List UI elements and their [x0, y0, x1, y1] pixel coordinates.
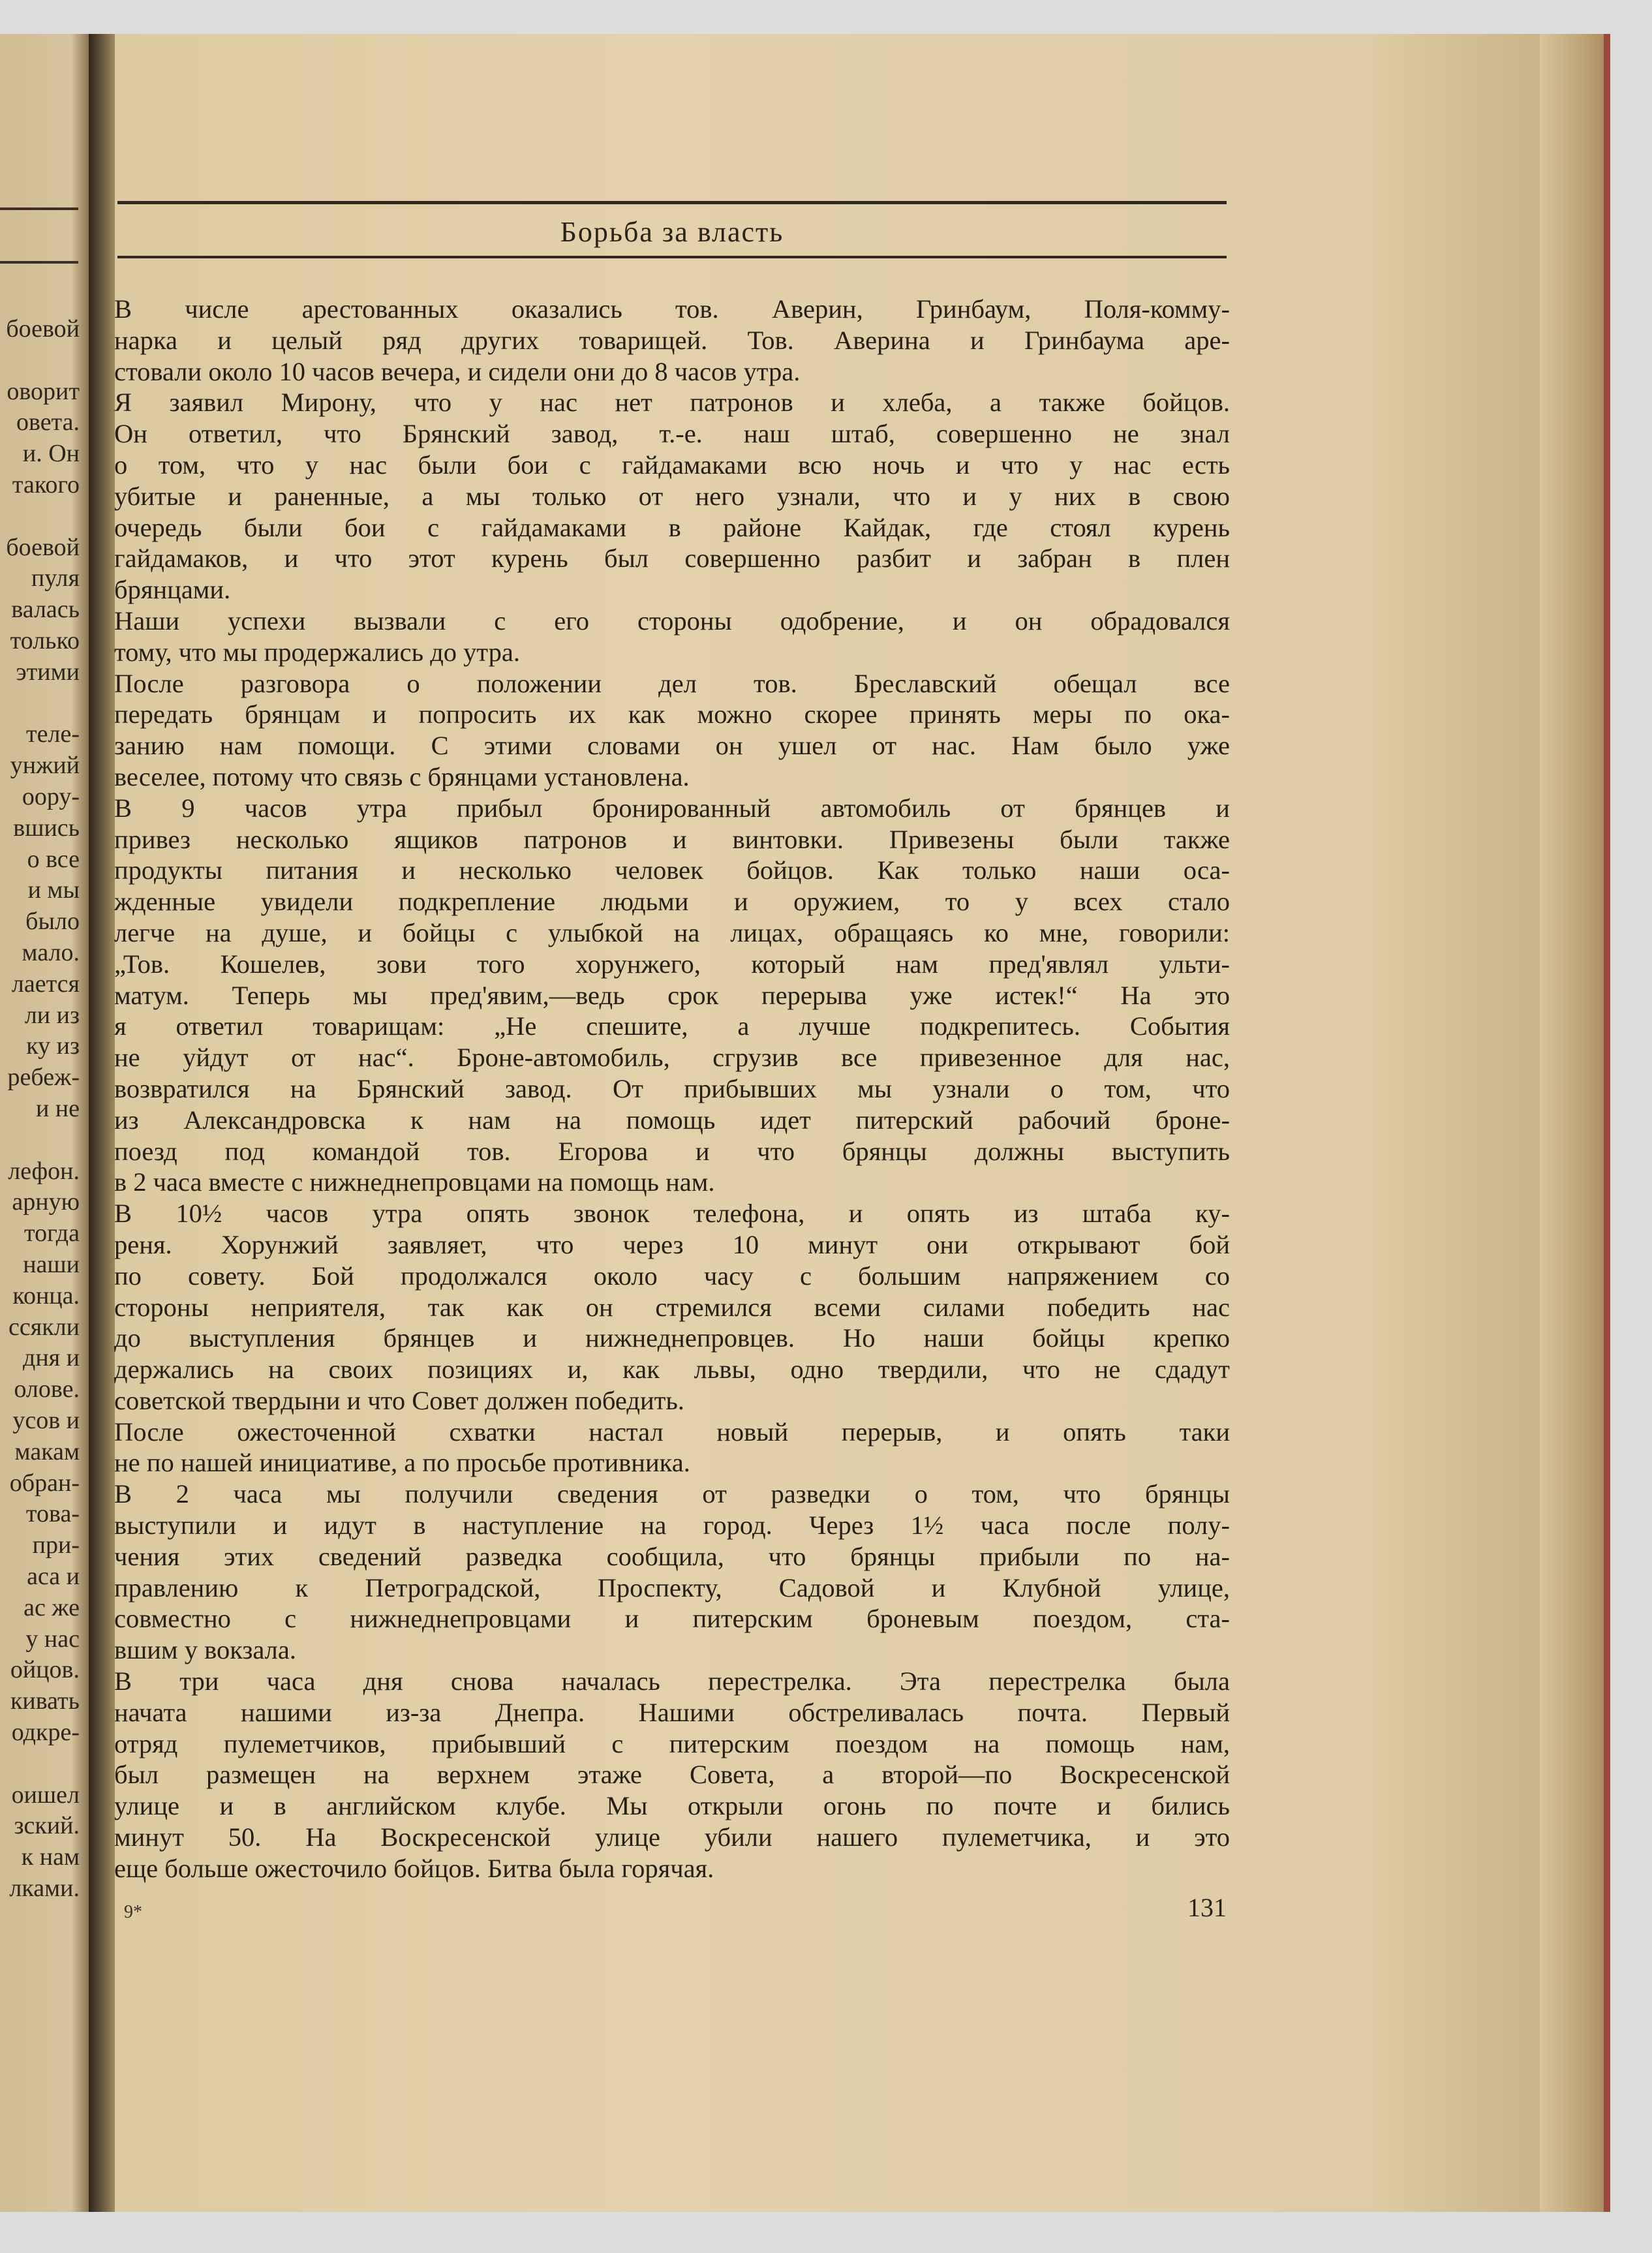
text-line: В числе арестованных оказались тов. Аверин, Гринбаум, Поля-комму-: [114, 294, 1230, 324]
left-page-fragment: ссякли: [8, 1313, 80, 1341]
left-page-fragment: лефон.: [8, 1157, 80, 1185]
book-cover-edge: [1604, 34, 1610, 2212]
left-page-fragment: у нас: [25, 1625, 80, 1653]
left-page-rule-top: [0, 207, 78, 210]
text-line: Наши успехи вызвали с его стороны одобрение, и он обрадовался: [114, 605, 1230, 636]
text-line: реня. Хорунжий заявляет, что через 10 минут они открывают бой: [114, 1229, 1230, 1259]
text-line: о том, что у нас были бои с гайдамаками всю ночь и что у нас есть: [114, 450, 1230, 480]
text-line: начата нашими из-за Днепра. Нашими обстреливалась почта. Первый: [114, 1697, 1230, 1727]
left-page-fragment: обран-: [9, 1469, 80, 1497]
left-page-fragment: боевой: [6, 315, 80, 343]
book-gutter: [89, 34, 115, 2212]
text-line: еще больше ожесточило бойцов. Битва была горячая.: [114, 1853, 714, 1883]
left-page-fragment: олове.: [14, 1375, 80, 1403]
text-line: до выступления брянцев и нижнеднепровцев. Но наши бойцы крепко: [114, 1323, 1230, 1353]
text-line: В 9 часов утра прибыл бронированный автомобиль от брянцев и: [114, 793, 1230, 823]
text-line: я ответил товарищам: „Не спешите, а лучше подкрепитесь. События: [114, 1011, 1230, 1041]
left-page-fragment: овета.: [16, 408, 80, 437]
text-line: Он ответил, что Брянский завод, т.-е. наш штаб, совершенно не знал: [114, 419, 1230, 449]
text-line: выступили и идут в наступление на город. Через 1½ часа после полу-: [114, 1510, 1230, 1540]
left-page-fragment: тогда: [24, 1219, 80, 1248]
left-page-fragment: аса и: [27, 1563, 80, 1590]
left-page-fragment: о все: [27, 845, 80, 873]
text-line: В 2 часа мы получили сведения от разведки о том, что брянцы: [114, 1479, 1230, 1509]
text-line: В три часа дня снова началась перестрелка. Эта перестрелка была: [114, 1666, 1230, 1696]
text-line: поезд под командой тов. Егорова и что брянцы должны выступить: [114, 1136, 1230, 1166]
text-line: совместно с нижнеднепровцами и питерским броневым поездом, ста-: [114, 1604, 1230, 1634]
text-line: В 10½ часов утра опять звонок телефона, и опять из штаба ку-: [114, 1199, 1230, 1229]
text-line: стовали около 10 часов вечера, и сидели они до 8 часов утра.: [114, 356, 801, 386]
left-page-fragment: и. Он: [22, 440, 80, 468]
left-page-fragment: к нам: [21, 1843, 80, 1871]
page-number: 131: [1187, 1893, 1227, 1922]
left-page-fragment: наши: [23, 1251, 80, 1278]
running-head: Борьба за власть: [560, 216, 784, 248]
left-page-fragment: макам: [14, 1437, 80, 1465]
left-page-fragment: унжий: [10, 752, 80, 780]
text-line: гайдамаков, и что этот курень был совершенно разбит и забран в плен: [114, 544, 1230, 574]
left-page-fragment: ребеж-: [7, 1064, 80, 1092]
left-page-rule-bottom: [0, 261, 78, 264]
text-line: веселее, потому что связь с брянцами установлена.: [114, 761, 690, 791]
signature-mark: 9*: [124, 1902, 142, 1922]
left-page-fragment: боевой: [6, 533, 80, 561]
header-rule-top: [117, 201, 1227, 204]
text-line: чения этих сведений разведка сообщила, что брянцы прибыли по на-: [114, 1541, 1230, 1571]
text-line: не по нашей инициативе, а по просьбе противника.: [114, 1448, 690, 1478]
text-line: советской твердыни и что Совет должен победить.: [114, 1385, 684, 1415]
text-line: „Тов. Кошелев, зови того хорунжего, который нам пред'являл ульти-: [114, 949, 1230, 979]
left-page-fragment: конца.: [12, 1281, 80, 1310]
left-page-fragment: было: [25, 908, 80, 936]
text-line: отряд пулеметчиков, прибывший с питерским поездом на помощь нам,: [114, 1728, 1230, 1758]
text-line: тому, что мы продержались до утра.: [114, 637, 520, 667]
header-rule-bottom: [117, 256, 1227, 258]
text-line: После разговора о положении дел тов. Бреславский обещал все: [114, 668, 1230, 698]
text-line: убитые и раненные, а мы только от него узнали, что и у них в свою: [114, 481, 1230, 511]
left-page-fragment: валась: [11, 596, 80, 624]
text-line: занию нам помощи. С этими словами он ушел от нас. Нам было уже: [114, 731, 1230, 761]
text-line: брянцами.: [114, 575, 231, 605]
left-page-fragment: лками.: [9, 1875, 80, 1902]
left-page-fragment: кивать: [10, 1687, 80, 1715]
left-page-fragment: этими: [16, 658, 80, 686]
text-line: Я заявил Мирону, что у нас нет патронов и хлеба, а также бойцов.: [114, 388, 1230, 418]
left-page-fragment: при-: [32, 1531, 80, 1559]
right-page-edge: [1540, 34, 1608, 2212]
left-page-fragment: оишел: [11, 1781, 80, 1809]
text-line: нарка и целый ряд других товарищей. Тов. Аверина и Гринбаума аре-: [114, 325, 1230, 355]
left-page-fragment: пуля: [31, 564, 80, 592]
left-page-fragment: това-: [25, 1500, 80, 1528]
text-line: улице и в английском клубе. Мы открыли огонь по почте и бились: [114, 1791, 1230, 1821]
left-page-fragment: такого: [12, 471, 80, 498]
text-line: правлению к Петроградской, Проспекту, Садовой и Клубной улице,: [114, 1572, 1230, 1602]
text-line: После ожесточенной схватки настал новый перерыв, и опять таки: [114, 1417, 1230, 1447]
text-line: матум. Теперь мы пред'явим,—ведь срок перерыва уже истек!“ На это: [114, 980, 1230, 1010]
left-page-fragment: ойцов.: [10, 1656, 80, 1684]
text-line: в 2 часа вместе с нижнеднепровцами на помощь нам.: [114, 1167, 715, 1197]
left-page-fragment: ли из: [24, 1001, 80, 1029]
text-line: был размещен на верхнем этаже Совета, а второй—по Воскресенской: [114, 1760, 1230, 1790]
text-line: по совету. Бой продолжался около часу с большим напряжением со: [114, 1261, 1230, 1291]
text-line: минут 50. На Воскресенской улице убили нашего пулеметчика, и это: [114, 1822, 1230, 1852]
text-line: легче на душе, и бойцы с улыбкой на лицах, обращаясь ко мне, говорили:: [114, 917, 1230, 947]
left-page-fragment: только: [10, 627, 80, 654]
left-page-fragment: оворит: [7, 377, 80, 405]
left-page-fragment: зский.: [14, 1812, 80, 1840]
text-line: передать брянцам и попросить их как можно скорее принять меры по ока-: [114, 699, 1230, 729]
left-page-fragment: ку из: [26, 1032, 80, 1060]
text-line: очередь были бои с гайдамаками в районе Кайдак, где стоял курень: [114, 512, 1230, 542]
left-page-fragment: и не: [35, 1095, 80, 1122]
left-page-fragment: дня и: [23, 1344, 80, 1372]
left-page-fragment: лается: [11, 970, 80, 998]
text-line: продукты питания и несколько человек бойцов. Как только наши оса-: [114, 855, 1230, 885]
text-line: не уйдут от нас“. Броне-автомобиль, сгрузив все привезенное для нас,: [114, 1043, 1230, 1073]
left-page-fragment: вшись: [13, 814, 80, 842]
left-page-fragment: усов и: [12, 1407, 80, 1434]
text-line: стороны неприятеля, так как он стремился всеми силами победить нас: [114, 1292, 1230, 1322]
text-line: жденные увидели подкрепление людьми и оружием, то у всех стало: [114, 887, 1230, 917]
page-body-text: [114, 294, 1230, 1884]
text-line: вшим у вокзала.: [114, 1635, 296, 1665]
left-page-fragment: теле-: [26, 720, 80, 748]
text-line: привез несколько ящиков патронов и винтовки. Привезены были также: [114, 824, 1230, 854]
text-line: возвратился на Брянский завод. От прибывших мы узнали о том, что: [114, 1073, 1230, 1103]
text-line: из Александровска к нам на помощь идет питерский рабочий броне-: [114, 1105, 1230, 1135]
left-page-edge: [0, 34, 89, 2212]
left-page-fragment: мало.: [22, 939, 80, 966]
left-page-fragment: ас же: [23, 1593, 80, 1621]
left-page-fragment: арную: [12, 1188, 80, 1216]
left-page-fragment: оору-: [22, 783, 80, 810]
left-page-fragment: одкре-: [11, 1719, 80, 1746]
left-page-fragment: и мы: [27, 876, 80, 904]
text-line: держались на своих позициях и, как львы, одно твердили, что не сдадут: [114, 1355, 1230, 1385]
